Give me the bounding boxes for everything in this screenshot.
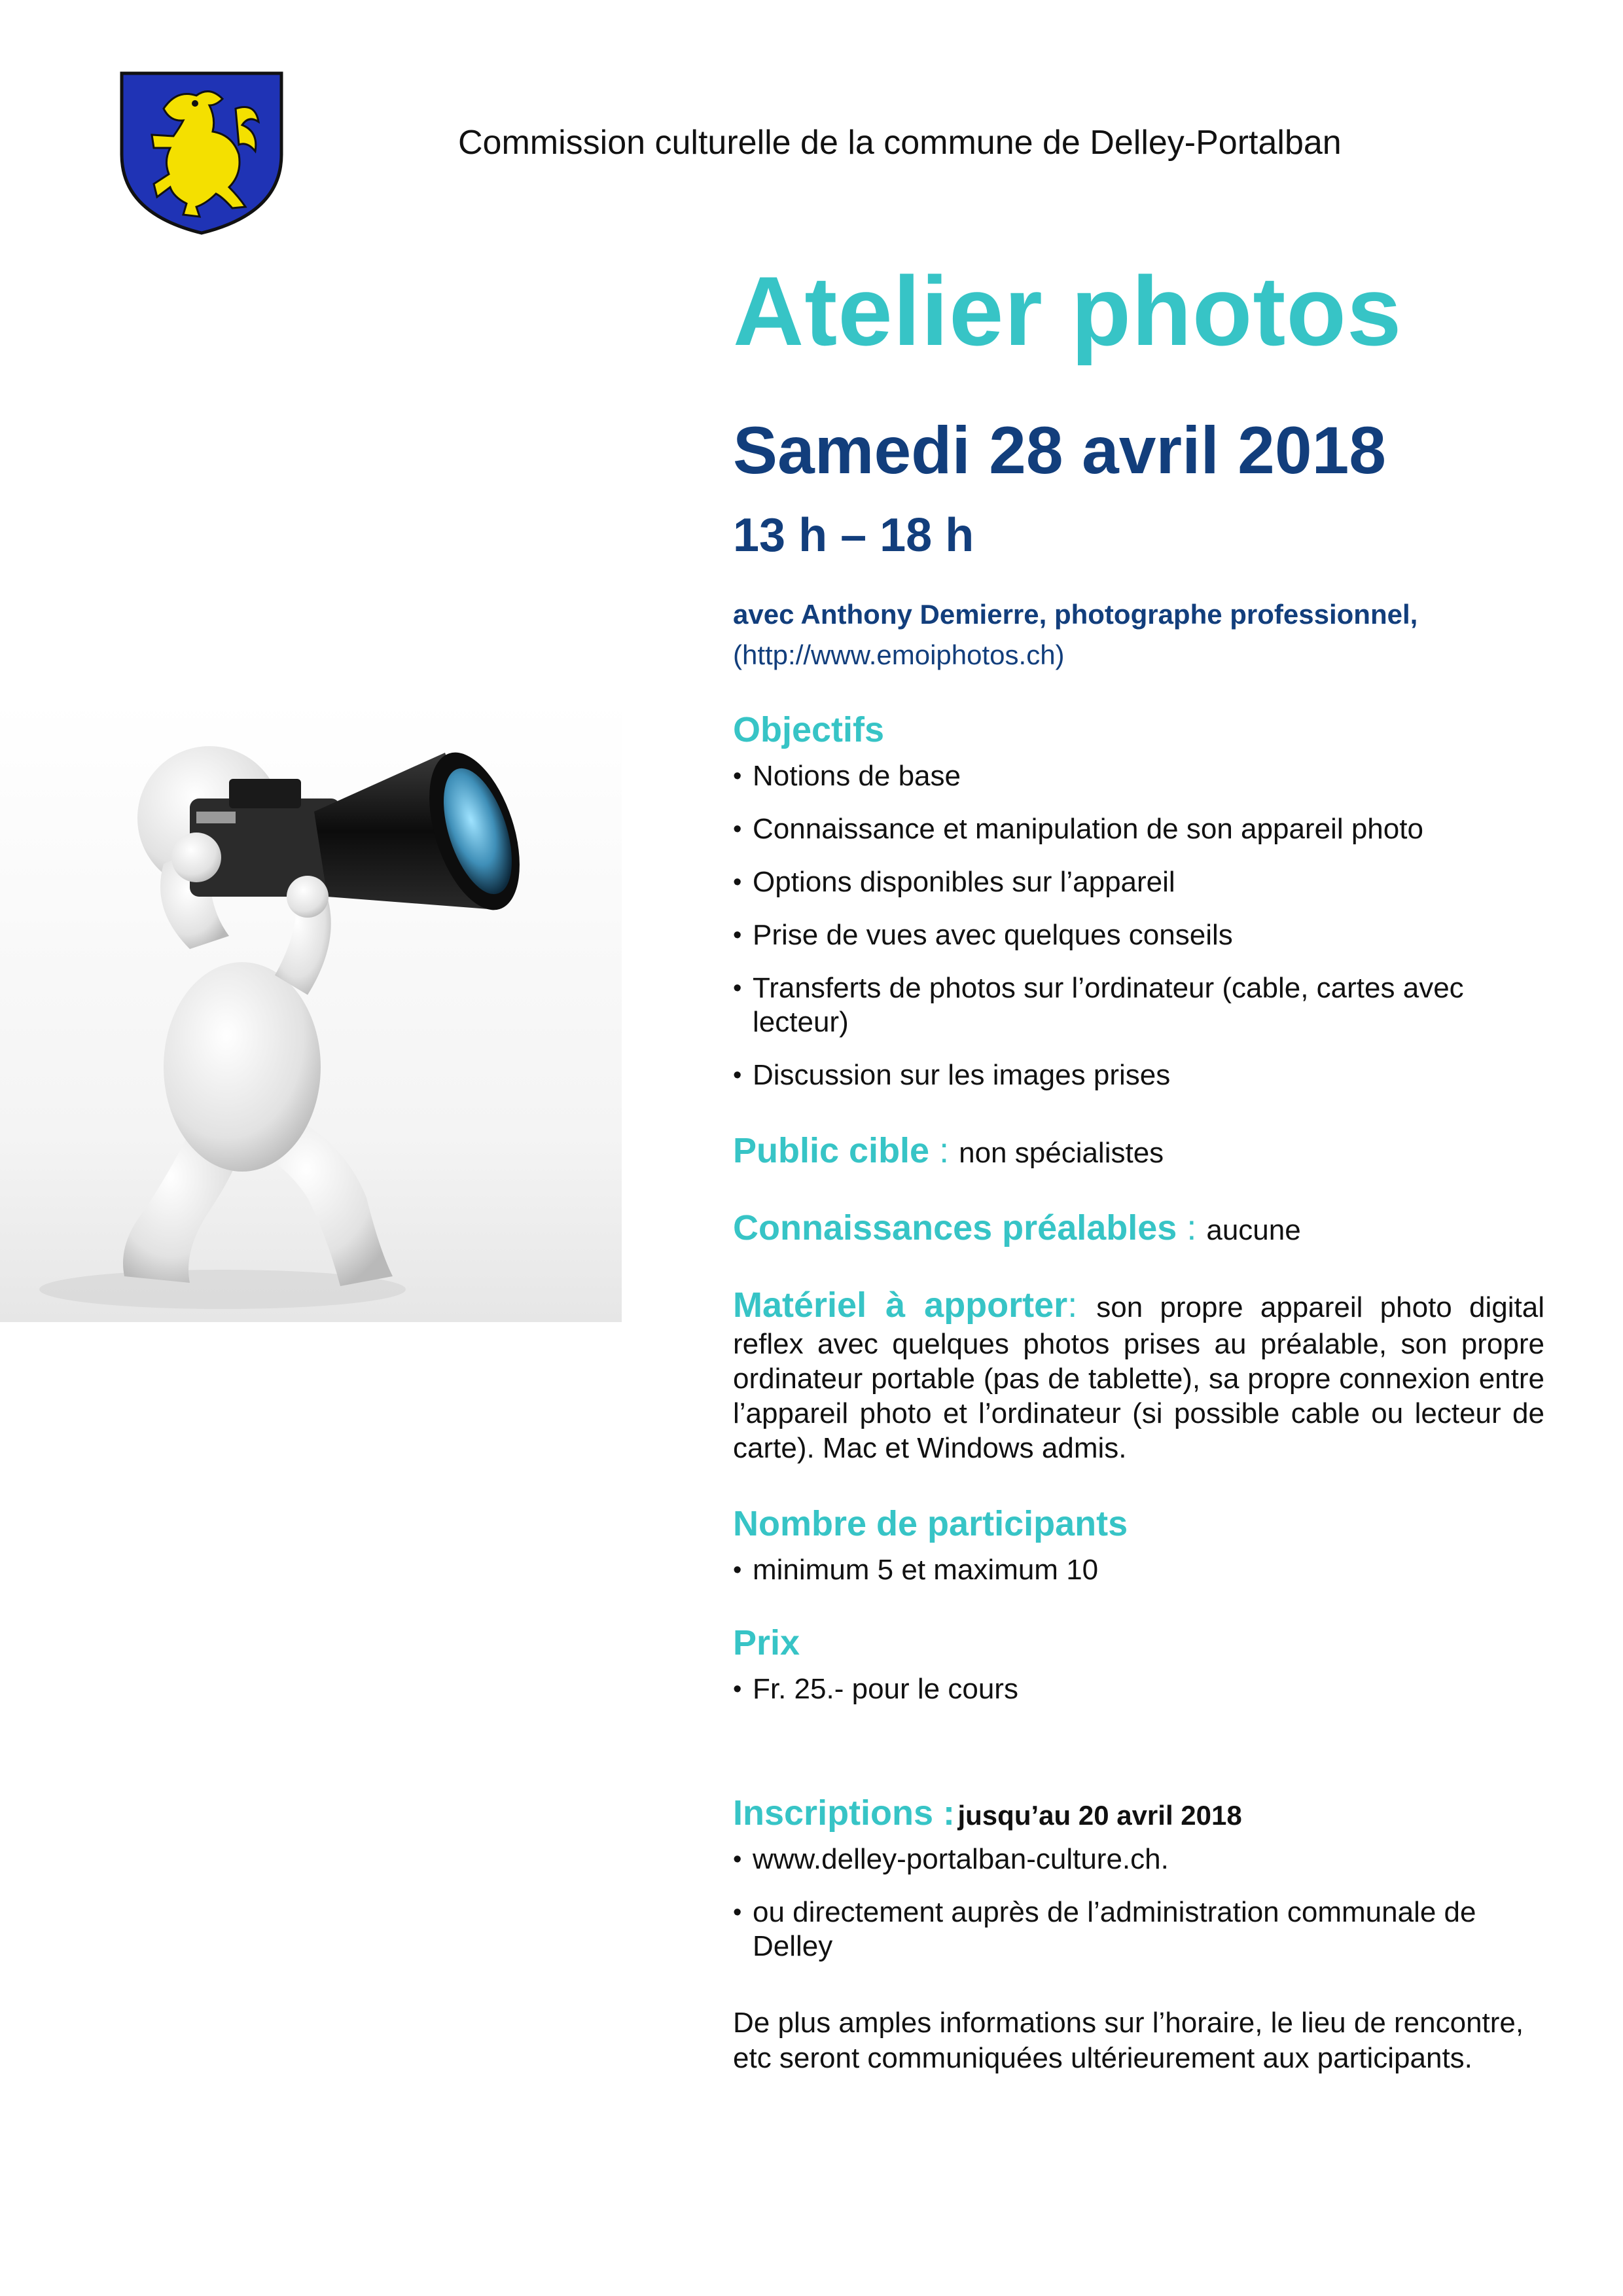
presenter-name: avec Anthony Demierre, photographe professionnel, <box>733 599 1418 630</box>
connaissances-value: aucune <box>1206 1214 1301 1246</box>
content-column <box>733 255 1544 2076</box>
presenter-info <box>733 594 1544 675</box>
objectifs-section <box>733 708 1544 1092</box>
materiel-heading: Matériel à apporter <box>733 1285 1068 1325</box>
event-title: Atelier photos <box>733 256 1402 366</box>
event-date: Samedi 28 avril 2018 <box>733 413 1387 488</box>
objectifs-list <box>733 759 1544 1092</box>
inscriptions-list <box>733 1842 1544 1964</box>
inscriptions-website-link[interactable]: • www.delley-portalban-culture.ch. <box>733 1842 1544 1876</box>
list-item: • Discussion sur les images prises <box>733 1058 1544 1092</box>
materiel-value: son propre appareil photo digital reflex avec quelques photos prises au préalable, son propre ordinateur portable (pas de tablette), sa propre connexion entre l’appareil photo et l’ordinateur (si possible cable ou lecteur de carte). Mac et Windows admis. <box>733 1291 1544 1464</box>
list-item: • Fr. 25.- pour le cours <box>733 1672 1544 1706</box>
public-cible-section: Public cible : non spécialistes <box>733 1131 1164 1170</box>
public-cible-value: non spécialistes <box>959 1137 1164 1169</box>
participants-heading: Nombre de participants <box>733 1504 1128 1543</box>
list-item: • Options disponibles sur l’appareil <box>733 865 1544 899</box>
public-cible-heading: Public cible <box>733 1131 930 1170</box>
prix-section <box>733 1621 1544 1706</box>
connaissances-heading: Connaissances préalables <box>733 1208 1177 1247</box>
list-item: • Transferts de photos sur l’ordinateur (cable, cartes avec lecteur) <box>733 971 1544 1039</box>
connaissances-section: Connaissances préalables : aucune <box>733 1208 1301 1247</box>
event-time: 13 h – 18 h <box>733 509 974 562</box>
list-item: • Notions de base <box>733 759 1544 793</box>
list-item: • ou directement auprès de l’administration communale de Delley <box>733 1895 1544 1964</box>
presenter-url[interactable]: (http://www.emoiphotos.ch) <box>733 639 1065 670</box>
objectifs-heading: Objectifs <box>733 710 885 749</box>
inscriptions-section <box>733 1791 1544 1964</box>
list-item: • Prise de vues avec quelques conseils <box>733 918 1544 952</box>
participants-list <box>733 1553 1544 1587</box>
inscriptions-deadline: jusqu’au 20 avril 2018 <box>957 1800 1242 1831</box>
coat-of-arms-icon <box>118 69 285 236</box>
list-item: • Connaissance et manipulation de son appareil photo <box>733 812 1544 846</box>
prix-list <box>733 1672 1544 1706</box>
list-item: • minimum 5 et maximum 10 <box>733 1553 1544 1587</box>
inscriptions-heading: Inscriptions : <box>733 1793 955 1833</box>
participants-section <box>733 1502 1544 1587</box>
materiel-section: Matériel à apporter: son propre appareil photo digital reflex avec quelques photos prises au préalable, son propre ordinateur portable (pas de tablette), sa propre connexion entre l’appareil photo et l’ordinateur (si possible cable ou lecteur de carte). Mac et Windows admis. <box>733 1285 1544 1464</box>
photographer-illustration <box>0 700 622 1322</box>
prix-heading: Prix <box>733 1623 800 1662</box>
closing-note: De plus amples informations sur l’horaire, le lieu de rencontre, etc seront communiquées ultérieurement aux participants. <box>733 2007 1524 2074</box>
organization-header: Commission culturelle de la commune de Delley-Portalban <box>458 124 1342 162</box>
